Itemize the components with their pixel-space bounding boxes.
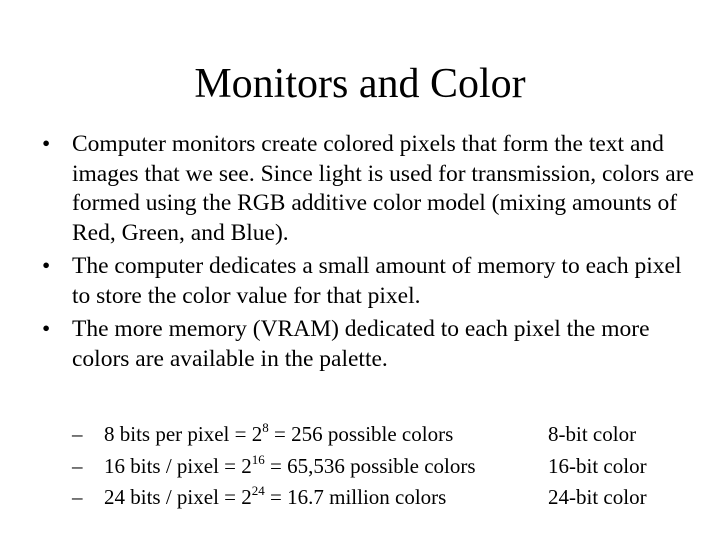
sub-formula: [104, 451, 476, 485]
slide-title: Monitors and Color: [194, 61, 526, 107]
formula-prefix: 16 bits / pixel = 2: [104, 453, 252, 478]
bullet-item: [40, 252, 700, 311]
formula-prefix: 24 bits / pixel = 2: [104, 485, 252, 509]
sub-list: [72, 419, 692, 514]
sub-dash: –: [72, 485, 83, 509]
bullet-dot: •: [42, 316, 51, 342]
formula-exponent: 8: [262, 420, 269, 435]
formula-prefix: 8 bits per pixel = 2: [104, 422, 263, 446]
bullet-list: [40, 130, 700, 378]
formula-suffix: = 16.7 million colors: [264, 485, 447, 509]
sub-formula: [104, 419, 453, 453]
formula-suffix: = 256 possible colors: [268, 422, 454, 446]
sub-item: [72, 482, 692, 514]
formula-suffix: = 65,536 possible colors: [264, 453, 476, 478]
bullet-text: The more memory (VRAM) dedicated to each pixel the more colors are available in the palette.: [72, 316, 650, 372]
bullet-dot: •: [42, 253, 51, 279]
color-depth-label: 24-bit color: [548, 485, 647, 509]
bullet-text: The computer dedicates a small amount of memory to each pixel to store the color value for that pixel.: [72, 253, 682, 309]
color-depth-label: 16-bit color: [548, 453, 647, 478]
sub-item: [72, 451, 692, 483]
bullet-item: [40, 315, 700, 374]
bullet-item: [40, 130, 700, 248]
color-depth-label: 8-bit color: [548, 422, 637, 446]
sub-dash: –: [72, 422, 83, 446]
formula-exponent: 16: [251, 451, 265, 467]
formula-exponent: 24: [251, 483, 265, 498]
bullet-dot: •: [42, 131, 51, 157]
sub-formula: [104, 482, 446, 516]
sub-dash: –: [72, 453, 83, 478]
bullet-text: Computer monitors create colored pixels that form the text and images that we see. Since light is used for transmission, colors are formed using the RGB additive color model (mixing amounts of Red, Green, and Blue).: [72, 131, 694, 246]
sub-item: [72, 419, 692, 451]
